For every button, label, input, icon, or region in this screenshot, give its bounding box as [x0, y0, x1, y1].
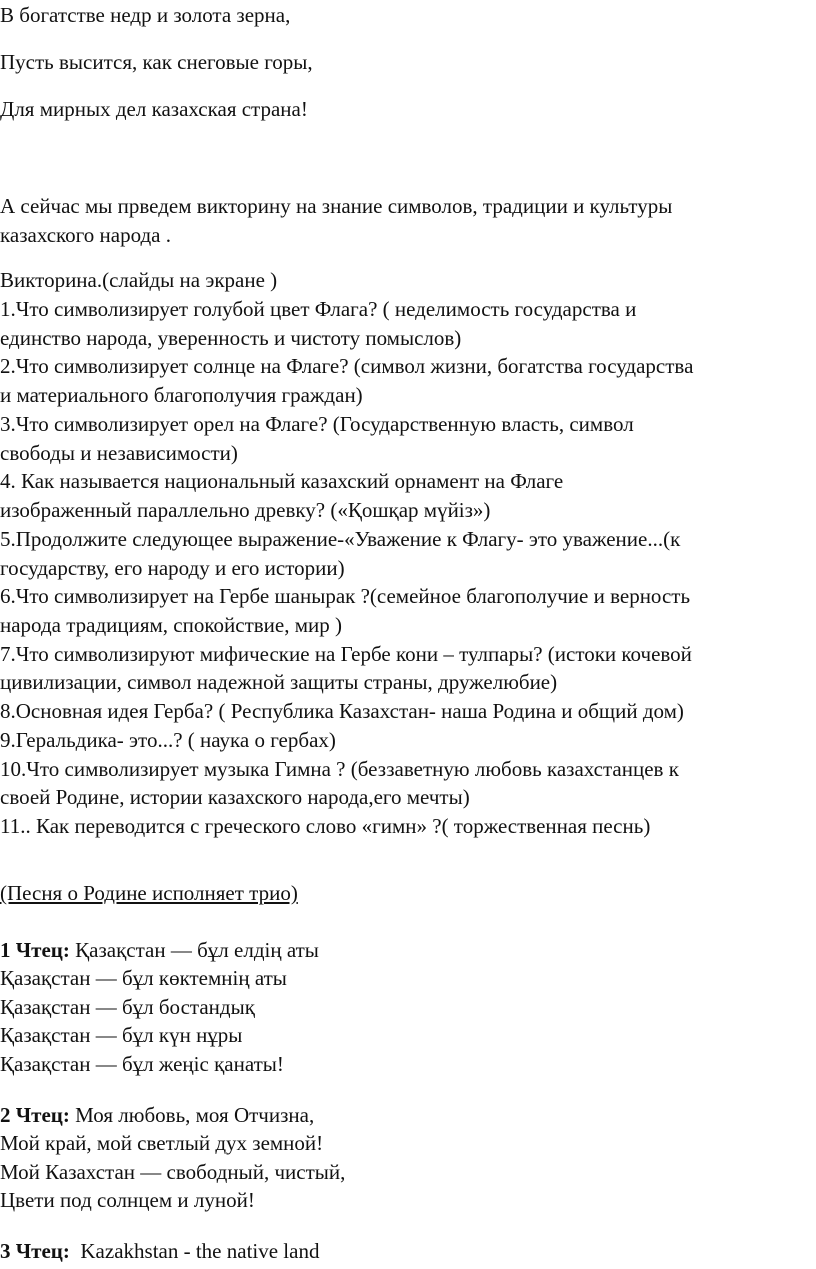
reader1-line: Қазақстан — бұл күн нұры	[0, 1023, 243, 1047]
quiz-line: 2.Что символизирует солнце на Флаге? (символ жизни, богатства государства	[0, 354, 694, 378]
quiz-line: своей Родине, истории казахского народа,его мечты)	[0, 785, 470, 809]
reader1-first-line	[0, 937, 319, 964]
reader2-line: Цвети под солнцем и луной!	[0, 1188, 255, 1212]
quiz-line: 9.Геральдика- это...? ( наука о гербах)	[0, 728, 336, 752]
quiz-line: изображенный параллельно древку? («Қошқар мүйіз»)	[0, 498, 491, 522]
reader2-label: 2 Чтец:	[0, 1103, 70, 1127]
quiz-line: 10.Что символизирует музыка Гимна ? (беззаветную любовь казахстанцев к	[0, 757, 679, 781]
reader2-line: Мой Казахстан — свободный, чистый,	[0, 1160, 346, 1184]
quiz-line: и материального благополучия граждан)	[0, 383, 363, 407]
quiz-line: 4. Как называется национальный казахский орнамент на Флаге	[0, 469, 564, 493]
reader1-first-text: Қазақстан — бұл елдің аты	[69, 938, 319, 962]
quiz-intro-line-2: казахского народа .	[0, 223, 171, 247]
intro-line-3: Для мирных дел казахская страна!	[0, 97, 308, 121]
reader1-label: 1 Чтец:	[0, 938, 70, 962]
reader1-line: Қазақстан — бұл көктемнің аты	[0, 966, 287, 990]
quiz-line: 3.Что символизирует орел на Флаге? (Государственную власть, символ	[0, 412, 634, 436]
quiz-line: государству, его народу и его истории)	[0, 556, 345, 580]
quiz-line: Викторина.(слайды на экране )	[0, 268, 278, 292]
quiz-line: народа традициям, спокойствие, мир )	[0, 613, 342, 637]
quiz-line: единство народа, уверенность и чистоту помыслов)	[0, 326, 462, 350]
quiz-line: 6.Что символизирует на Гербе шанырак ?(семейное благополучие и верность	[0, 584, 691, 608]
quiz-line: 8.Основная идея Герба? ( Республика Казахстан- наша Родина и общий дом)	[0, 699, 684, 723]
intro-line-2: Пусть высится, как снеговые горы,	[0, 50, 313, 74]
quiz-line: 11.. Как переводится с греческого слово «гимн» ?( торжественная песнь)	[0, 814, 651, 838]
reader3-first-text: Kazakhstan - the native land	[69, 1239, 320, 1263]
song-note: (Песня о Родине исполняет трио)	[0, 881, 298, 905]
reader2-line: Мой край, мой светлый дух земной!	[0, 1131, 324, 1155]
reader2-first-text: Моя любовь, моя Отчизна,	[69, 1103, 315, 1127]
quiz-intro-line-1: А сейчас мы прведем викторину на знание символов, традиции и культуры	[0, 194, 673, 218]
quiz-line: 7.Что символизируют мифические на Гербе кони – тулпары? (истоки кочевой	[0, 642, 692, 666]
quiz-line: цивилизации, символ надежной защиты страны, дружелюбие)	[0, 670, 558, 694]
reader1-line: Қазақстан — бұл бостандық	[0, 995, 255, 1019]
quiz-line: 1.Что символизирует голубой цвет Флага? ( неделимость государства и	[0, 297, 637, 321]
quiz-line: 5.Продолжите следующее выражение-«Уважение к Флагу- это уважение...(к	[0, 527, 681, 551]
quiz-line: свободы и независимости)	[0, 441, 238, 465]
reader2-first-line	[0, 1102, 314, 1129]
reader1-line: Қазақстан — бұл жеңіс қанаты!	[0, 1052, 284, 1076]
reader3-first-line	[0, 1238, 319, 1265]
reader3-label: 3 Чтец:	[0, 1239, 70, 1263]
intro-line-1: В богатстве недр и золота зерна,	[0, 3, 291, 27]
